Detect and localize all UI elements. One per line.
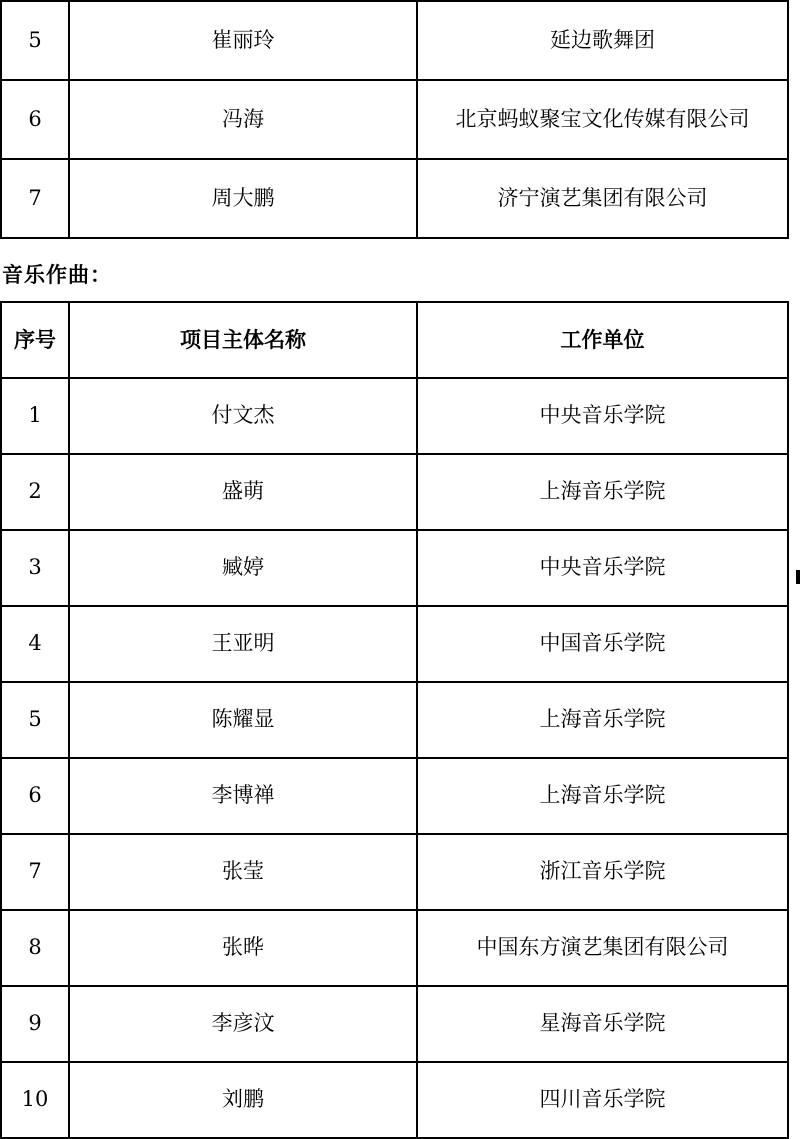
row-name: 崔丽玲 [69,1,417,80]
row-unit: 延边歌舞团 [417,1,788,80]
row-unit: 中国音乐学院 [417,606,788,682]
column-header-name: 项目主体名称 [69,302,417,378]
row-index: 4 [1,606,69,682]
scan-edge-mark [796,570,800,584]
table-row [1,1,788,80]
column-header-index: 序号 [1,302,69,378]
row-name: 陈耀显 [69,682,417,758]
row-index: 2 [1,454,69,530]
row-name: 冯海 [69,80,417,159]
continued-table [0,0,789,239]
row-unit: 中国东方演艺集团有限公司 [417,910,788,986]
row-unit: 中央音乐学院 [417,530,788,606]
table-row [1,454,788,530]
table-header-row [1,302,788,378]
row-name: 李博禅 [69,758,417,834]
row-index: 1 [1,378,69,454]
row-index: 10 [1,1062,69,1138]
table-row [1,606,788,682]
row-index: 6 [1,758,69,834]
row-name: 王亚明 [69,606,417,682]
table-row [1,758,788,834]
row-index: 5 [1,682,69,758]
row-index: 9 [1,986,69,1062]
row-unit: 济宁演艺集团有限公司 [417,159,788,238]
row-name: 臧婷 [69,530,417,606]
table-row [1,910,788,986]
table-row [1,1062,788,1138]
section-title: 音乐作曲： [2,262,112,287]
row-index: 8 [1,910,69,986]
row-unit: 北京蚂蚁聚宝文化传媒有限公司 [417,80,788,159]
row-name: 李彦汶 [69,986,417,1062]
row-name: 张晔 [69,910,417,986]
row-index: 3 [1,530,69,606]
row-index: 5 [1,1,69,80]
table-row [1,530,788,606]
table-row [1,682,788,758]
row-unit: 浙江音乐学院 [417,834,788,910]
column-header-unit: 工作单位 [417,302,788,378]
row-unit: 星海音乐学院 [417,986,788,1062]
composition-table [0,301,789,1139]
row-unit: 上海音乐学院 [417,682,788,758]
table-row [1,80,788,159]
table-row [1,834,788,910]
row-name: 刘鹏 [69,1062,417,1138]
row-unit: 中央音乐学院 [417,378,788,454]
row-index: 7 [1,159,69,238]
table-row [1,986,788,1062]
row-name: 付文杰 [69,378,417,454]
row-name: 周大鹏 [69,159,417,238]
row-name: 盛萌 [69,454,417,530]
row-unit: 四川音乐学院 [417,1062,788,1138]
table-row [1,159,788,238]
row-name: 张莹 [69,834,417,910]
row-unit: 上海音乐学院 [417,454,788,530]
row-index: 6 [1,80,69,159]
row-unit: 上海音乐学院 [417,758,788,834]
table-row [1,378,788,454]
row-index: 7 [1,834,69,910]
